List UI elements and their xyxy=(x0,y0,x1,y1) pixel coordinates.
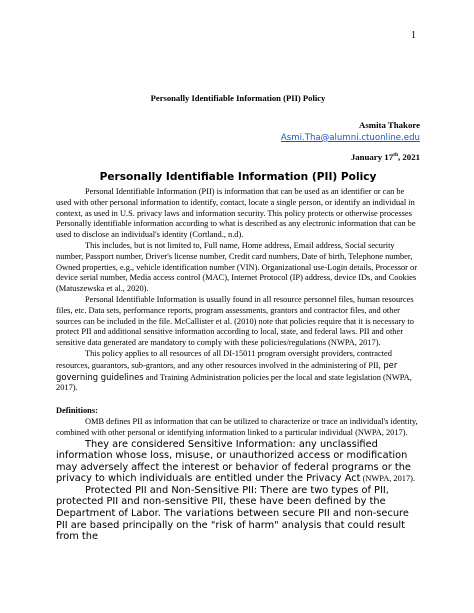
scope-text-part-3: and Training Administration policies per the local and state legislation (NWPA, 2017). xyxy=(56,372,412,393)
sensitive-info-citation: (NWPA, 2017). xyxy=(360,474,416,484)
definition-omb: OMB defines PII as information that can be utilized to characterize or trace an individual's identity, combined with other personal or identifying information linked to a particular individual (NWPA, 2017). xyxy=(56,416,418,437)
author-name: Asmita Thakore xyxy=(358,119,420,130)
paragraph-pii-definition: Personal Identifiable Information (PII) is information that can be used as an identifier or can be used with other personal information to identify, contact, locate a single person, or identify an individual in context, as used in U.S. privacy laws and information security. This policy protects or otherwise processes Personally identifiable information according to what is described as any electronic information that can be used to disclose an individual's identity (Cortland., n.d). xyxy=(56,186,416,240)
author-email-link[interactable]: Asmi.Tha@alumni.ctuonline.edu xyxy=(280,132,420,143)
definition-sensitive-info xyxy=(56,439,420,485)
sensitive-info-text: They are considered Sensitive Information: any unclassified information whose loss, misuse, or unauthorized access or modification may adversely affect the interest or behavior of federal programs or the privacy to which individuals are entitled under the Privacy Act xyxy=(56,438,411,485)
scope-text-part-2: per governing guidelines xyxy=(56,359,398,382)
page-number: 1 xyxy=(411,30,416,41)
date-main: January 17 xyxy=(350,152,394,163)
scope-text-part-1: This policy applies to all resources of all DI-15011 program oversight providers, contracted resources, guarantors, sub-grantors, and any other resources involved in the administering of PII, xyxy=(56,348,392,370)
definition-protected-pii: Protected PII and Non-Sensitive PII: There are two types of PII, protected PII and non-sensitive PII, these have been defined by the Department of Labor. The variations between secure PII and non-secure PII are based principally on the "risk of harm" analysis that could result from the xyxy=(56,484,409,543)
date-suffix: th xyxy=(393,152,398,159)
paragraph-pii-sources: Personal Identifiable Information is usually found in all resource personnel files, human resources files, etc. Data sets, performance reports, program assessments, grantors and contractor files, and other sources can be included in the file. McCallister et al. (2010) note that policies require that it is necessary to protect PII and additional sensitive information according to local, state, and federal laws. PII and other sensitive data generated are mandatory to comply with these policies/regulations (NWPA, 2017). xyxy=(56,294,414,348)
document-body xyxy=(56,93,420,543)
paragraph-policy-scope xyxy=(56,349,420,394)
document-date xyxy=(56,152,420,163)
definitions-heading: Definitions: xyxy=(56,406,98,416)
section-heading: Personally Identifiable Information (PII) Policy xyxy=(99,171,377,184)
paragraph-pii-examples: This includes, but is not limited to, Full name, Home address, Email address, Social security number, Passport number, Driver's license number, Credit card numbers, Date of birth, Telephone number, Owned properties, e.g., vehicle identification number (VIN). Organizational use-Login details, Processor or device serial number, Media access control (MAC), Internet Protocol (IP) address, device IDs, and Cookies (Matuszewska et al., 2020). xyxy=(56,240,418,294)
document-title: Personally Identifiable Information (PII) Policy xyxy=(150,93,326,103)
date-year: , 2021 xyxy=(398,152,420,163)
